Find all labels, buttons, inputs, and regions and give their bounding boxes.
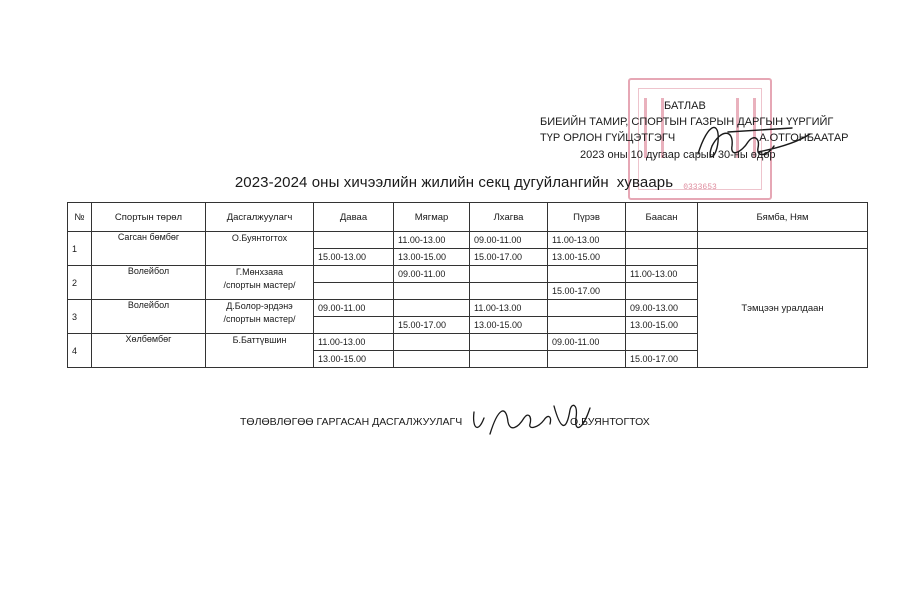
coach-title-line: /спортын мастер/ — [223, 314, 296, 324]
coach-name — [206, 300, 314, 334]
time-cell: 13.00-15.00 — [548, 249, 626, 266]
header-tuesday: Мягмар — [394, 203, 470, 232]
approval-role: ТҮР ОРЛОН ГҮЙЦЭТГЭГЧ — [540, 132, 676, 144]
time-cell — [314, 283, 394, 300]
coach-name — [206, 334, 314, 368]
row-number: 1 — [68, 232, 92, 266]
coach-name-line: О.Буянтогтох — [231, 233, 288, 243]
time-cell: 13.00-15.00 — [314, 351, 394, 368]
time-cell — [626, 334, 698, 351]
time-cell: 09.00-13.00 — [626, 300, 698, 317]
time-cell — [548, 266, 626, 283]
time-cell — [470, 283, 548, 300]
time-cell: 09.00-11.00 — [314, 300, 394, 317]
sport-name: Волейбол — [92, 266, 206, 300]
time-cell: 11.00-13.00 — [626, 266, 698, 283]
approval-heading: БАТЛАВ — [664, 100, 706, 112]
time-cell: 13.00-15.00 — [394, 249, 470, 266]
time-cell — [470, 334, 548, 351]
table-row — [68, 232, 868, 249]
time-cell: 09.00-11.00 — [470, 232, 548, 249]
time-cell — [394, 283, 470, 300]
approval-signer-name: А.ОТГОНБААТАР — [759, 132, 849, 144]
time-cell — [626, 283, 698, 300]
time-cell: 15.00-17.00 — [470, 249, 548, 266]
header-num: № — [68, 203, 92, 232]
header-weekend: Бямба, Ням — [698, 203, 868, 232]
coach-name-line: Б.Баттүвшин — [232, 335, 287, 345]
sport-name: Волейбол — [92, 300, 206, 334]
approval-position: БИЕИЙН ТАМИР, СПОРТЫН ГАЗРЫН ДАРГЫН ҮҮРГИЙГ — [540, 116, 834, 128]
time-cell — [394, 300, 470, 317]
time-cell: 13.00-15.00 — [470, 317, 548, 334]
header-coach: Дасгалжуулагч — [206, 203, 314, 232]
header-monday: Даваа — [314, 203, 394, 232]
coach-name-line: Д.Болор-эрдэнэ — [226, 301, 293, 311]
compiler-name: О.БУЯНТОГТОХ — [570, 416, 650, 428]
time-cell — [394, 334, 470, 351]
header-wednesday: Лхагва — [470, 203, 548, 232]
time-cell — [470, 351, 548, 368]
time-cell: 11.00-13.00 — [394, 232, 470, 249]
time-cell — [314, 317, 394, 334]
approver-signature — [688, 112, 818, 172]
row-number: 2 — [68, 266, 92, 300]
sport-name: Хөлбөмбөг — [92, 334, 206, 368]
time-cell — [548, 317, 626, 334]
header-friday: Баасан — [626, 203, 698, 232]
time-cell: 11.00-13.00 — [470, 300, 548, 317]
time-cell — [626, 249, 698, 266]
time-cell — [548, 351, 626, 368]
stamp-number: 0333653 — [683, 183, 717, 192]
coach-name — [206, 232, 314, 266]
time-cell — [394, 351, 470, 368]
document-title — [0, 174, 900, 191]
sport-name: Сагсан бөмбөг — [92, 232, 206, 266]
title-main: 2023-2024 оны хичээлийн жилийн секц дугуйлангийн — [234, 174, 609, 191]
time-cell: 13.00-15.00 — [626, 317, 698, 334]
table-header-row — [68, 203, 868, 232]
time-cell — [314, 266, 394, 283]
weekend-competition-cell: Тэмцээн уралдаан — [698, 249, 868, 368]
header-sport: Спортын төрөл — [92, 203, 206, 232]
weekend-empty-cell — [698, 232, 868, 249]
compiler-label: ТӨЛӨВЛӨГӨӨ ГАРГАСАН ДАСГАЛЖУУЛАГЧ — [240, 416, 463, 428]
title-tail: хуваарь — [616, 174, 674, 191]
time-cell — [626, 232, 698, 249]
coach-name — [206, 266, 314, 300]
time-cell: 15.00-17.00 — [626, 351, 698, 368]
time-cell: 15.00-17.00 — [394, 317, 470, 334]
approval-date: 2023 оны 10 дугаар сарын 30-ны өдөр — [580, 149, 776, 161]
time-cell: 09.00-11.00 — [394, 266, 470, 283]
time-cell: 15.00-17.00 — [548, 283, 626, 300]
header-thursday: Пүрэв — [548, 203, 626, 232]
coach-title-line: /спортын мастер/ — [223, 280, 296, 290]
time-cell — [470, 266, 548, 283]
row-number: 4 — [68, 334, 92, 368]
time-cell: 11.00-13.00 — [314, 334, 394, 351]
row-number: 3 — [68, 300, 92, 334]
schedule-table — [67, 202, 868, 368]
time-cell: 15.00-13.00 — [314, 249, 394, 266]
time-cell — [314, 232, 394, 249]
time-cell: 11.00-13.00 — [548, 232, 626, 249]
coach-name-line: Г.Мөнхзаяа — [235, 267, 284, 277]
time-cell — [548, 300, 626, 317]
time-cell: 09.00-11.00 — [548, 334, 626, 351]
